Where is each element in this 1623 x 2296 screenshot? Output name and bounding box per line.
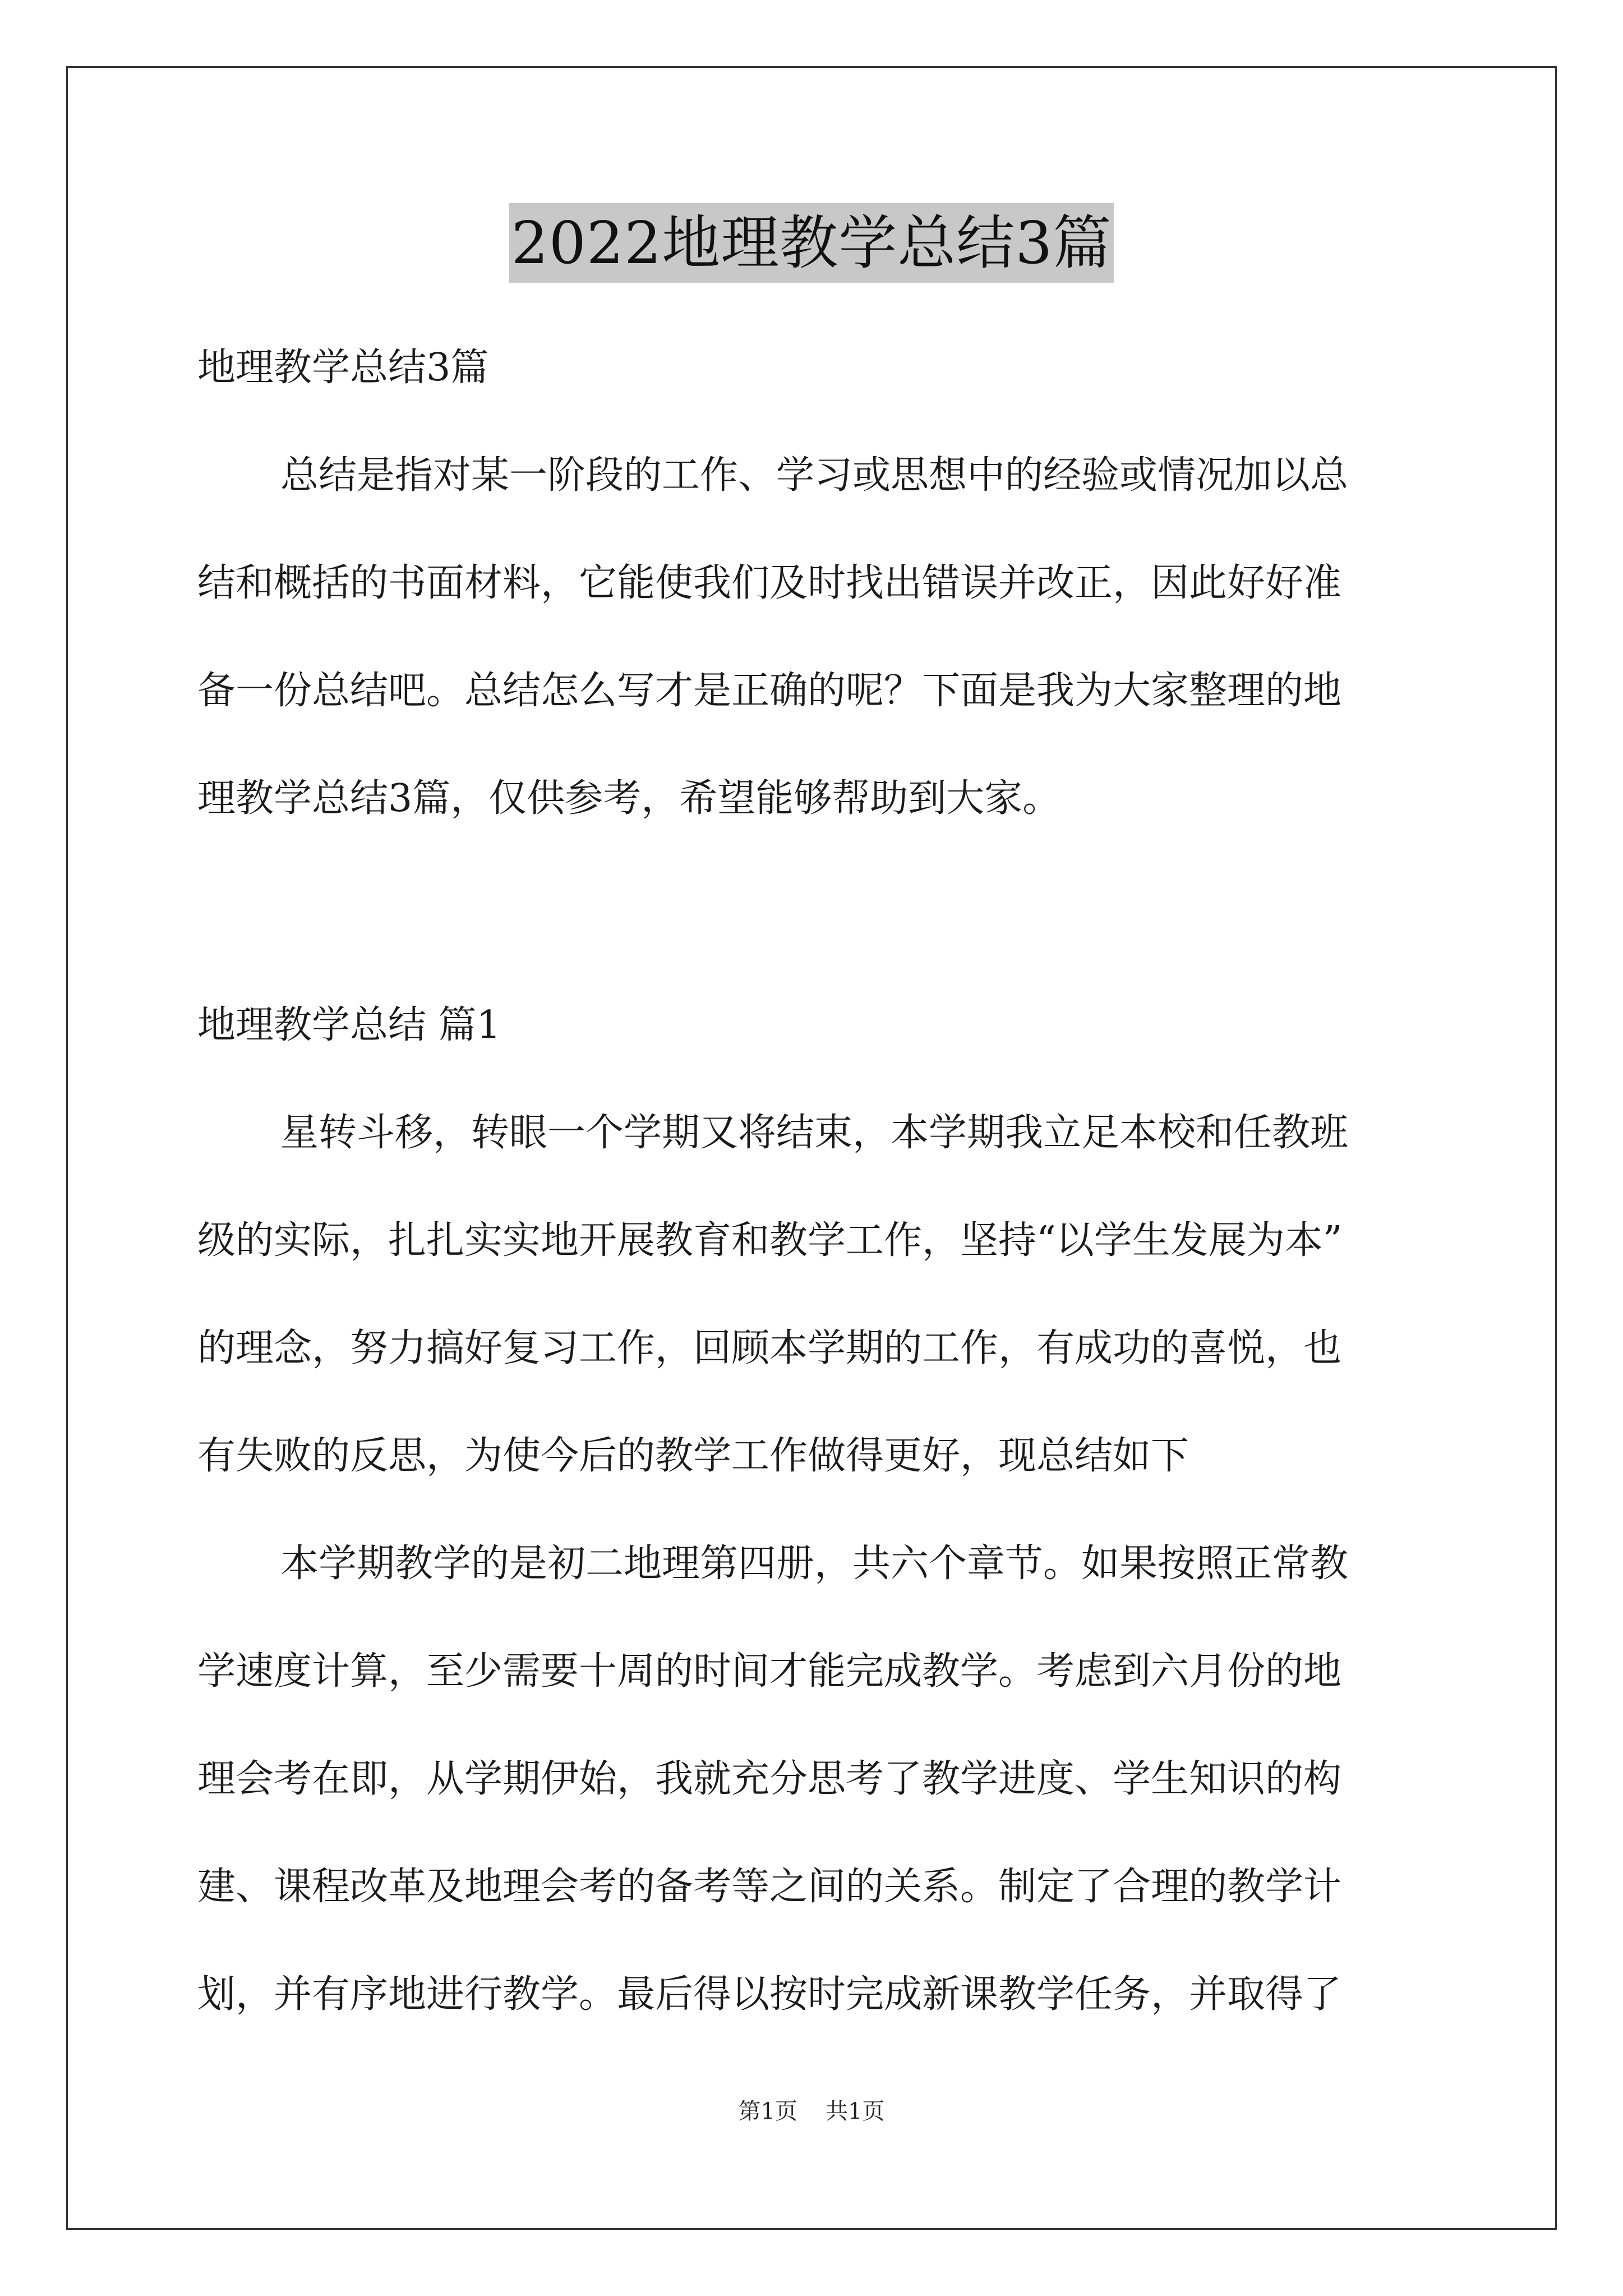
document-subtitle: 地理教学总结3篇 (197, 346, 489, 390)
paragraph-line: 的理念，努力搞好复习工作，回顾本学期的工作，有成功的喜悦，也 (197, 1326, 1342, 1370)
paragraph-line: 划，并有序地进行教学。最后得以按时完成新课教学任务，并取得了 (197, 1972, 1342, 2017)
paragraph-line: 理教学总结3篇，仅供参考，希望能够帮助到大家。 (197, 776, 1061, 821)
document-title: 2022地理教学总结3篇 (509, 203, 1114, 283)
section-heading: 地理教学总结 篇1 (197, 1003, 501, 1047)
paragraph-line: 备一份总结吧。总结怎么写才是正确的呢？下面是我为大家整理的地 (197, 669, 1342, 713)
paragraph-line: 结和概括的书面材料，它能使我们及时找出错误并改正，因此好好准 (197, 561, 1342, 605)
paragraph-line: 总结是指对某一阶段的工作、学习或思想中的经验或情况加以总 (280, 453, 1349, 498)
paragraph-line: 理会考在即，从学期伊始，我就充分思考了教学进度、学生知识的构 (197, 1757, 1342, 1801)
paragraph-line: 本学期教学的是初二地理第四册，共六个章节。如果按照正常教 (280, 1542, 1349, 1586)
section-gap (197, 853, 1437, 972)
page-number: 第1页 (738, 2099, 797, 2124)
paragraph-line: 有失败的反思，为使今后的教学工作做得更好，现总结如下 (197, 1434, 1189, 1478)
paragraph-line: 级的实际，扎扎实实地开展教育和教学工作，坚持“以学生发展为本” (197, 1218, 1343, 1263)
page-footer (0, 2095, 1623, 2128)
page-total: 共1页 (826, 2099, 885, 2124)
paragraph-line: 星转斗移，转眼一个学期又将结束，本学期我立足本校和任教班 (280, 1111, 1349, 1155)
paragraph-line: 建、课程改革及地理会考的备考等之间的关系。制定了合理的教学计 (197, 1865, 1342, 1909)
document-body (197, 314, 1437, 2049)
paragraph-line: 学速度计算，至少需要十周的时间才能完成教学。考虑到六月份的地 (197, 1649, 1342, 1694)
title-block (0, 203, 1623, 283)
